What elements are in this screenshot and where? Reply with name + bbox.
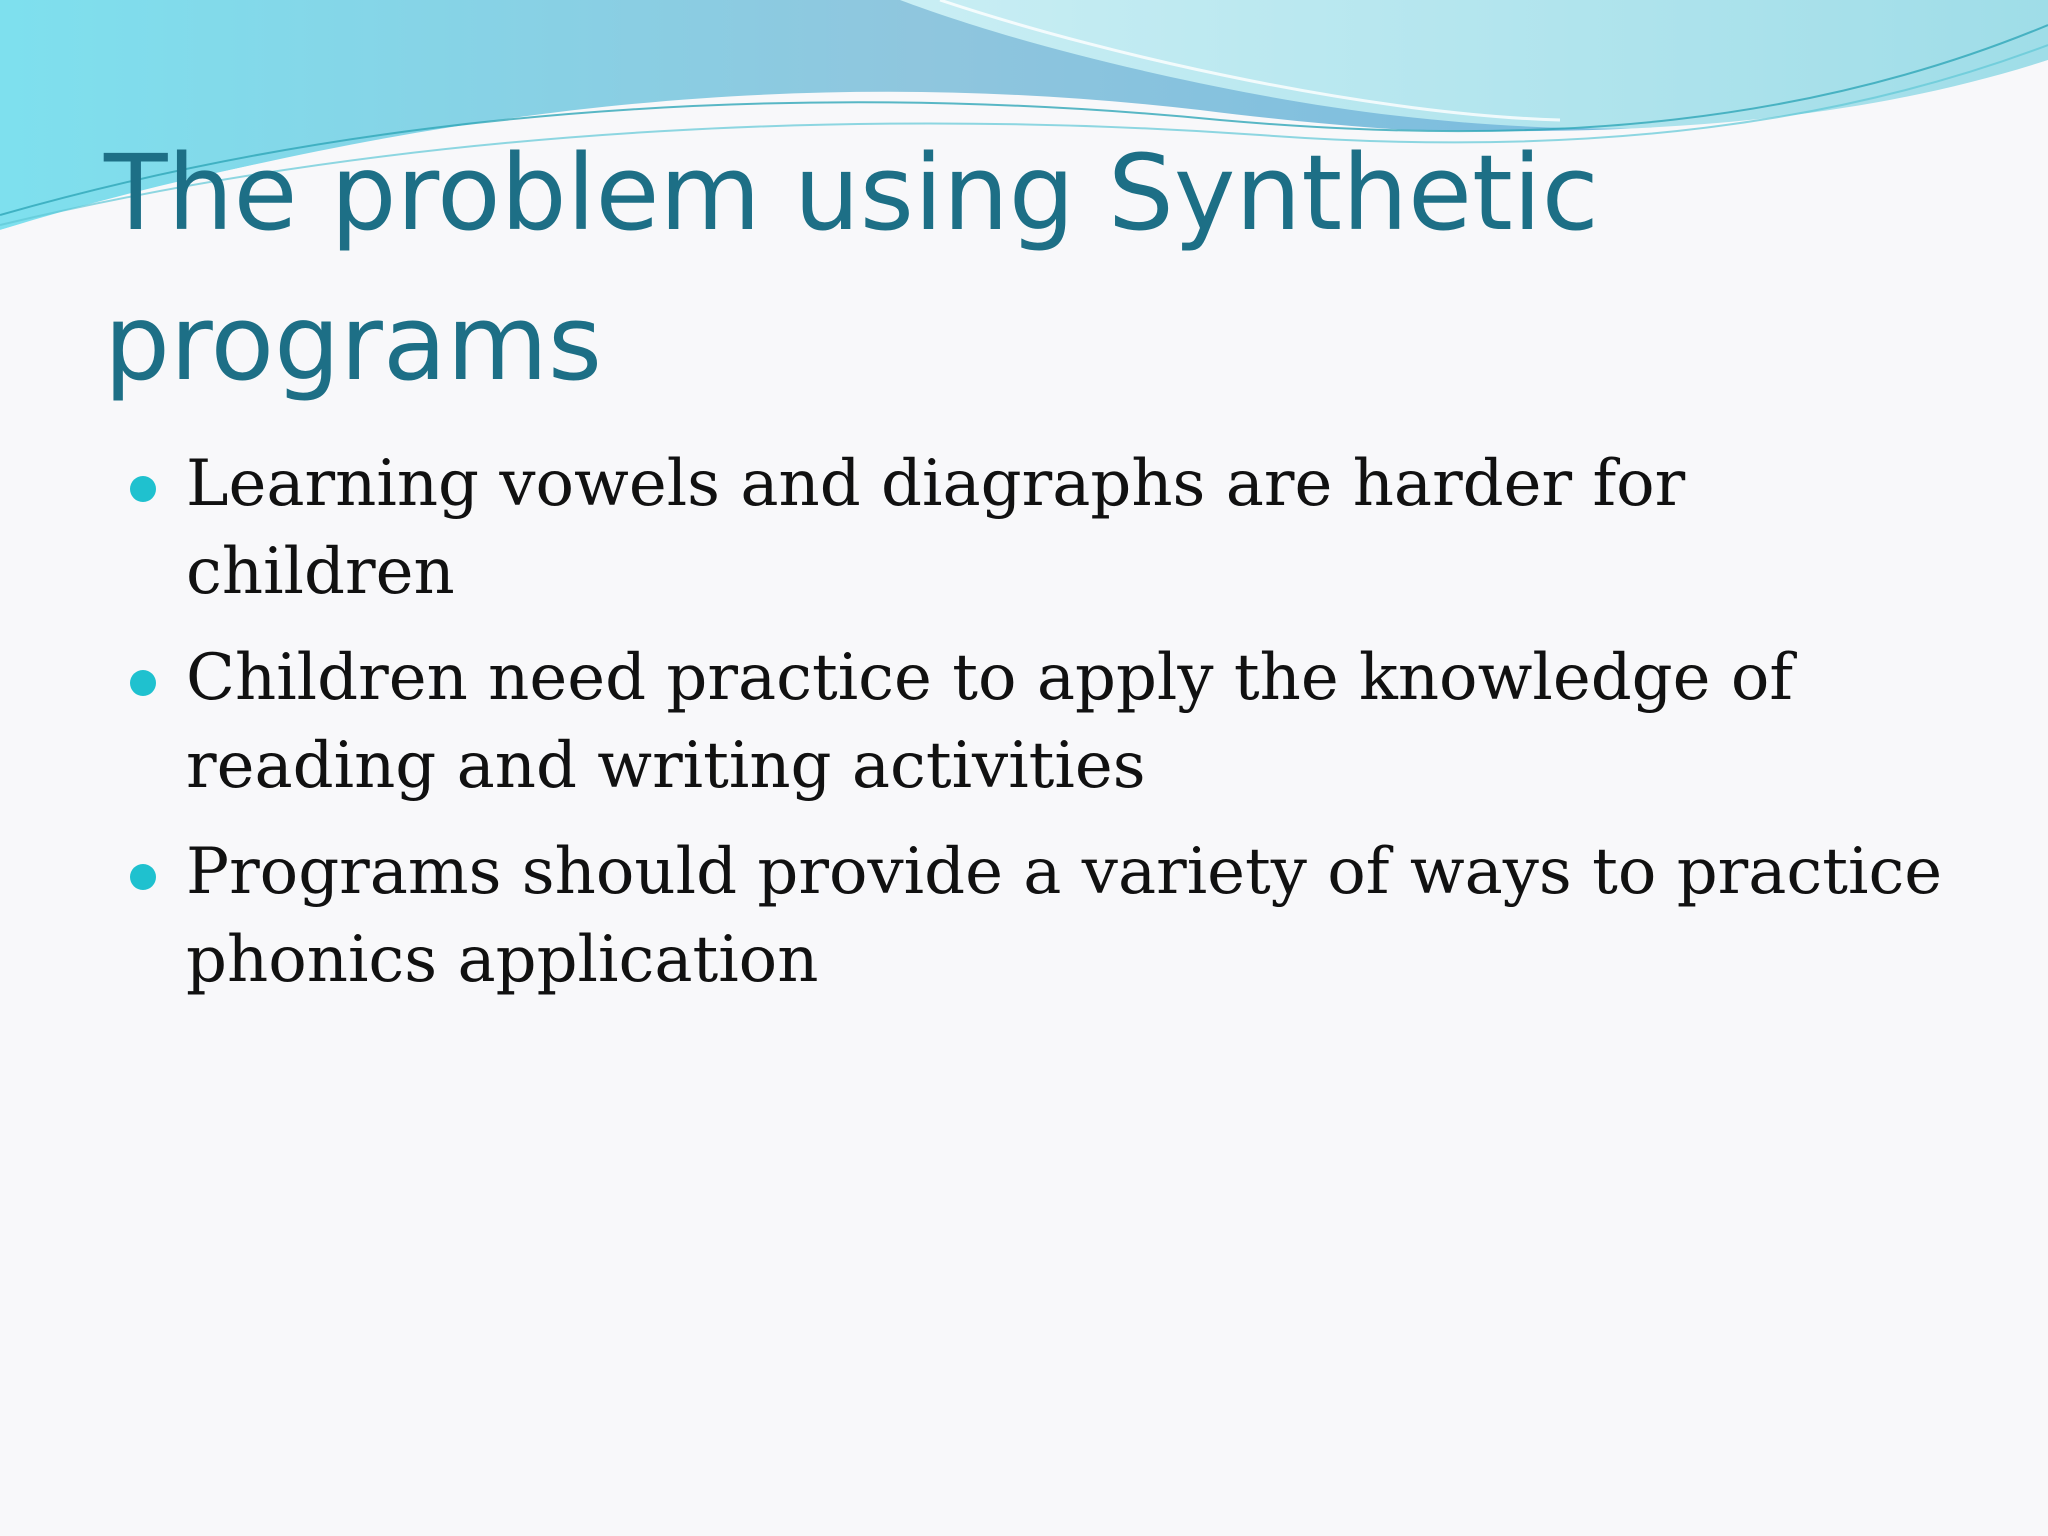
bullet-text: Learning vowels and diagraphs are harder for children xyxy=(186,447,1686,609)
bullet-text: Children need practice to apply the knowledge of reading and writing activities xyxy=(186,641,1794,803)
bullet-dot-icon xyxy=(130,670,156,696)
bullet-dot-icon xyxy=(130,476,156,502)
list-item xyxy=(130,828,1950,1004)
slide-title: The problem using Synthetic programs xyxy=(104,132,1599,404)
list-item xyxy=(130,634,1950,810)
bullet-list xyxy=(130,440,1950,1022)
bullet-dot-icon xyxy=(130,864,156,890)
bullet-text: Programs should provide a variety of ways to practice phonics application xyxy=(186,835,1943,997)
list-item xyxy=(130,440,1950,616)
